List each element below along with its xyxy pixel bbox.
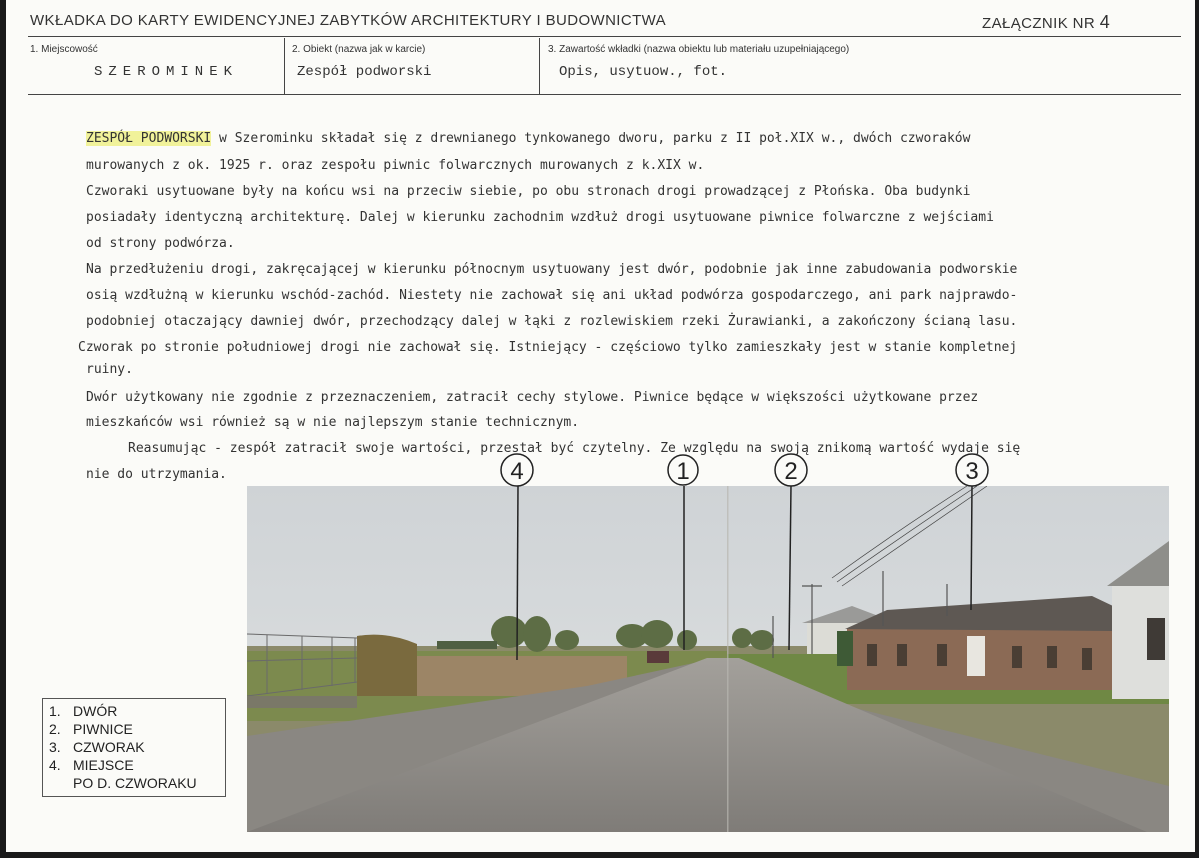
- legend-num: 2.: [49, 721, 61, 737]
- legend-item: [49, 739, 145, 755]
- document-sheet: [6, 0, 1195, 852]
- content-value: Opis, usytuow., fot.: [559, 64, 728, 80]
- annex-label: [982, 12, 1110, 33]
- description-line: podobniej otaczający dawniej dwór, przechodzący dalej w łąki z rozlewiskiem rzeki Żurawianki, a zakończony ścianą lasu.: [86, 314, 1018, 329]
- legend-text: MIEJSCE: [73, 757, 134, 773]
- description-line-text: w Szerominku składał się z drewnianego tynkowanego dworu, parku z II poł.XIX w., dwóch czworaków: [211, 131, 971, 146]
- description-line: [86, 131, 970, 146]
- description-line: Czworak po stronie południowej drogi nie zachował się. Istniejący - częściowo tylko zamieszkały jest w stanie kompletnej: [78, 340, 1018, 355]
- marker-4-label: 4: [510, 458, 524, 485]
- legend-text: DWÓR: [73, 703, 118, 719]
- field-divider-1: [284, 38, 285, 94]
- marker-1-circle: [668, 455, 698, 485]
- legend-box: [42, 698, 226, 797]
- header-rule-bottom: [28, 94, 1181, 95]
- description-line: Dwór użytkowany nie zgodnie z przeznaczeniem, zatracił cechy stylowe. Piwnice będące w większości użytkowane przez: [86, 390, 979, 405]
- field-divider-2: [539, 38, 540, 94]
- description-line: Czworaki usytuowane były na końcu wsi na przeciw siebie, po obu stronach drogi prowadzącej z Płońska. Oba budynki: [86, 184, 971, 199]
- distant-car: [647, 651, 669, 663]
- legend-num: 4.: [49, 757, 61, 773]
- legend-num: 1.: [49, 703, 61, 719]
- object-value: Zespół podworski: [297, 64, 432, 80]
- description-line: ruiny.: [86, 362, 133, 377]
- panorama-scene: [247, 486, 1169, 832]
- legend-item: [49, 703, 117, 719]
- description-line: Na przedłużeniu drogi, zakręcającej w kierunku północnym usytuowany jest dwór, podobnie jak inne zabudowania podworskie: [86, 262, 1018, 277]
- marker-1-label: 1: [676, 458, 690, 485]
- description-line: Reasumując - zespół zatracił swoje wartości, przestał być czytelny. Ze względu na swoją znikomą wartość wydaje się: [128, 441, 1021, 456]
- hay-pile: [357, 635, 417, 696]
- object-label: 2. Obiekt (nazwa jak w karcie): [292, 44, 426, 55]
- place-label: 1. Miejscowość: [30, 44, 98, 55]
- place-value: SZEROMINEK: [94, 64, 239, 80]
- marker-2-circle: [775, 454, 807, 486]
- legend-text: PIWNICE: [73, 721, 133, 737]
- legend-item: [49, 775, 197, 791]
- legend-text: PO D. CZWORAKU: [73, 775, 197, 791]
- legend-num: 3.: [49, 739, 61, 755]
- fence-base: [247, 696, 357, 708]
- header-rule-top: [28, 36, 1181, 37]
- photo-seam: [727, 486, 729, 832]
- marker-3-circle: [956, 454, 988, 486]
- legend-item: [49, 721, 133, 737]
- highlighted-heading: ZESPÓŁ PODWORSKI: [86, 131, 212, 146]
- annex-label-text: ZAŁĄCZNIK NR: [982, 15, 1096, 32]
- panorama-photo: [247, 486, 1169, 832]
- legend-text: CZWORAK: [73, 739, 145, 755]
- bush: [837, 631, 853, 666]
- description-line: od strony podwórza.: [86, 236, 235, 251]
- treeline-far: [437, 641, 497, 649]
- annex-number: 4: [1099, 12, 1111, 32]
- marker-2-label: 2: [784, 458, 798, 485]
- description-line: nie do utrzymania.: [86, 467, 227, 482]
- description-line: osią wzdłużną w kierunku wschód-zachód. Niestety nie zachował się ani układ podwórza gospodarczego, ani park najprawdo-: [86, 288, 1018, 303]
- description-line: mieszkańców wsi również są w nie najlepszym stanie technicznym.: [86, 415, 580, 430]
- content-label: 3. Zawartość wkładki (nazwa obiektu lub materiału uzupełniającego): [548, 44, 850, 55]
- description-line: posiadały identyczną architekturę. Dalej w kierunku zachodnim wzdłuż drogi usytuowane piwnice folwarczne z wejściami: [86, 210, 994, 225]
- description-line: murowanych z ok. 1925 r. oraz zespołu piwnic folwarcznych murowanych z k.XIX w.: [86, 158, 705, 173]
- document-title: WKŁADKA DO KARTY EWIDENCYJNEJ ZABYTKÓW ARCHITEKTURY I BUDOWNICTWA: [30, 12, 667, 29]
- marker-3-label: 3: [965, 458, 979, 485]
- marker-4-circle: [501, 454, 533, 486]
- legend-item: [49, 757, 134, 773]
